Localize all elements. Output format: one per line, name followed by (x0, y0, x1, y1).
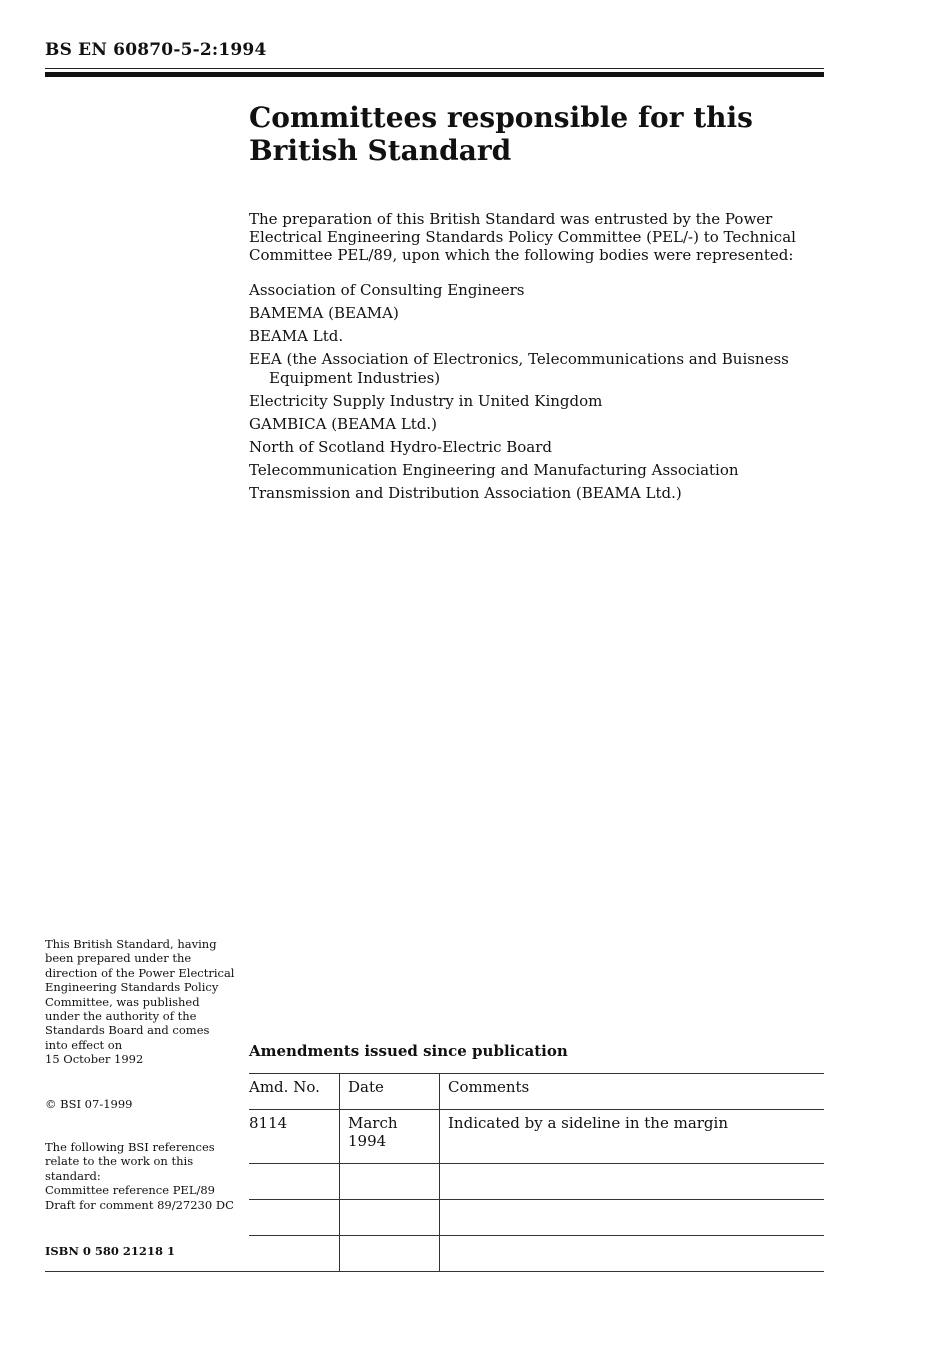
bsi-references (45, 1140, 235, 1212)
list-item: Association of Consulting Engineers (249, 281, 525, 299)
list-item: EEA (the Association of Electronics, Telecommunications and Buisness Equipment Industries) (249, 350, 789, 387)
isbn: ISBN 0 580 21218 1 (45, 1244, 175, 1258)
page-title (249, 101, 809, 167)
publication-note (45, 937, 235, 1067)
column-header-comments: Comments (440, 1074, 825, 1110)
list-item: GAMBICA (BEAMA Ltd.) (249, 415, 438, 433)
committee-reference: Committee reference PEL/89 (45, 1183, 215, 1198)
table-row (249, 1200, 824, 1236)
list-item: BEAMA Ltd. (249, 327, 344, 345)
document-code: BS EN 60870-5-2:1994 (45, 40, 267, 60)
date-cell (340, 1110, 440, 1164)
amendments-heading: Amendments issued since publication (249, 1042, 568, 1060)
footer-rule (45, 1271, 824, 1272)
table-row (249, 1236, 824, 1272)
table-header-row (249, 1074, 824, 1110)
list-item: Electricity Supply Industry in United Kingdom (249, 392, 603, 410)
list-item: Transmission and Distribution Association (BEAMA Ltd.) (249, 484, 682, 502)
copyright: © BSI 07-1999 (45, 1097, 133, 1111)
empty-cell (249, 1236, 340, 1272)
amd-no-cell: 8114 (249, 1110, 340, 1164)
represented-bodies-list (249, 281, 824, 507)
empty-cell (440, 1164, 825, 1200)
amendments-table (249, 1073, 824, 1272)
title-line-2: British Standard (249, 134, 512, 167)
table-row (249, 1110, 824, 1164)
list-item: Telecommunication Engineering and Manufacturing Association (249, 461, 739, 479)
empty-cell (249, 1164, 340, 1200)
list-item: BAMEMA (BEAMA) (249, 304, 399, 322)
effective-date: 15 October 1992 (45, 1052, 144, 1067)
list-item: North of Scotland Hydro-Electric Board (249, 438, 553, 456)
column-header-amd-no: Amd. No. (249, 1074, 340, 1110)
comments-cell: Indicated by a sideline in the margin (440, 1110, 825, 1164)
prepared-note: This British Standard, having been prepared under the direction of the Power Electrical Engineering Standards Policy Committee, was published under the authority of the Standards Board and comes into effect on (45, 937, 235, 1052)
header-rule-thin (45, 68, 824, 69)
header-rule-thick (45, 72, 824, 77)
empty-cell (340, 1164, 440, 1200)
empty-cell (440, 1200, 825, 1236)
date-month: March (348, 1114, 398, 1132)
column-header-date: Date (340, 1074, 440, 1110)
empty-cell (340, 1236, 440, 1272)
references-intro: The following BSI references relate to the work on this standard: (45, 1140, 215, 1183)
empty-cell (249, 1200, 340, 1236)
empty-cell (340, 1200, 440, 1236)
title-line-1: Committees responsible for this (249, 101, 753, 134)
copyright-note (45, 1097, 235, 1111)
table-row (249, 1164, 824, 1200)
draft-reference: Draft for comment 89/27230 DC (45, 1197, 234, 1212)
date-year: 1994 (348, 1132, 387, 1150)
empty-cell (440, 1236, 825, 1272)
intro-paragraph: The preparation of this British Standard was entrusted by the Power Electrical Engineering Standards Policy Committee (PEL/-) to Technical Committee PEL/89, upon which the following bodies were represented: (249, 210, 796, 264)
